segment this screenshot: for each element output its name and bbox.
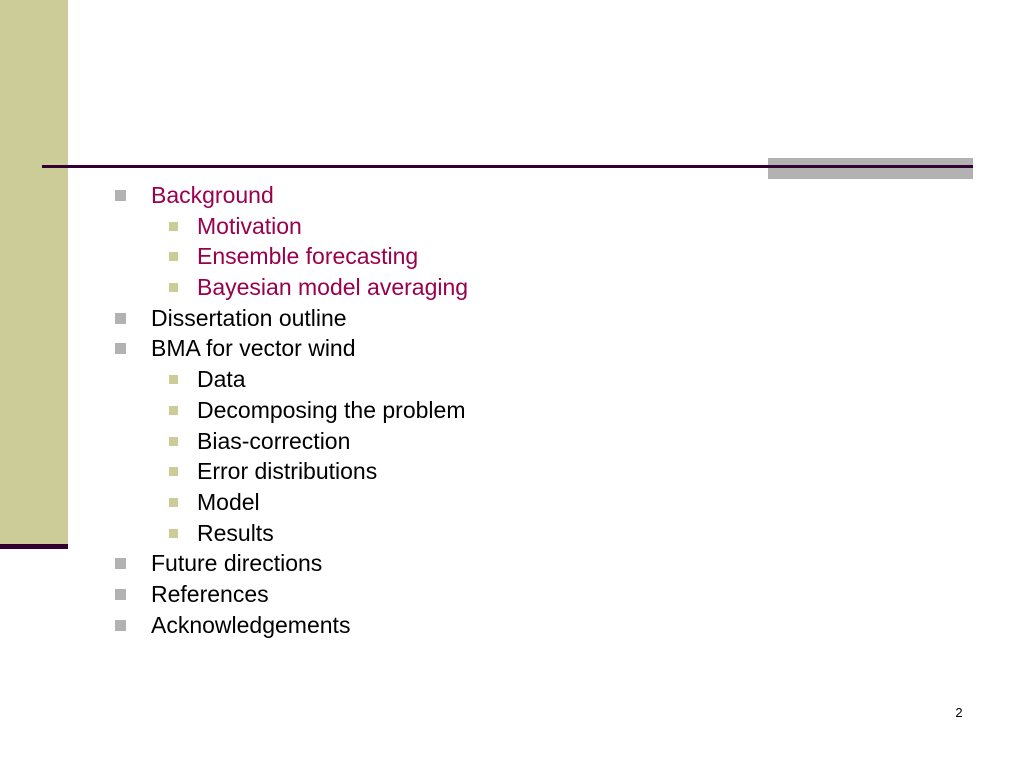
square-bullet-icon xyxy=(115,190,126,201)
outline-item-label: Ensemble forecasting xyxy=(197,243,419,270)
outline-item-label: Bias-correction xyxy=(197,427,351,454)
outline-item-acknowledgements xyxy=(113,610,468,641)
outline-item-label: Data xyxy=(197,366,246,393)
square-bullet-icon xyxy=(169,467,178,476)
outline-subitem-data xyxy=(113,364,468,395)
outline-item-future-directions xyxy=(113,548,468,579)
outline-subitem-ensemble-forecasting xyxy=(113,241,468,272)
outline-item-bma-vector-wind xyxy=(113,333,468,364)
square-bullet-icon xyxy=(169,375,178,384)
square-bullet-icon xyxy=(115,620,126,631)
square-bullet-icon xyxy=(169,222,178,231)
left-accent-bar xyxy=(0,0,68,546)
outline-item-label: References xyxy=(151,580,269,607)
outline-subitem-decomposing-problem xyxy=(113,395,468,426)
left-bar-underline xyxy=(0,544,68,549)
outline-subitem-results xyxy=(113,518,468,549)
square-bullet-icon xyxy=(169,283,178,292)
outline-subitem-model xyxy=(113,487,468,518)
outline-item-label: Decomposing the problem xyxy=(197,396,466,423)
title-grey-block xyxy=(768,158,973,179)
square-bullet-icon xyxy=(169,437,178,446)
square-bullet-icon xyxy=(115,558,126,569)
outline-item-label: Results xyxy=(197,519,274,546)
outline-item-label: Motivation xyxy=(197,212,302,239)
outline-item-label: Bayesian model averaging xyxy=(197,274,469,301)
square-bullet-icon xyxy=(115,589,126,600)
square-bullet-icon xyxy=(169,498,178,507)
page-number: 2 xyxy=(955,705,963,720)
outline-subitem-motivation xyxy=(113,211,468,242)
outline-item-background xyxy=(113,180,468,211)
outline-item-label: BMA for vector wind xyxy=(151,335,356,362)
outline-list xyxy=(113,180,468,640)
outline-item-label: Dissertation outline xyxy=(151,304,347,331)
outline-item-label: Acknowledgements xyxy=(151,611,351,638)
title-rule-overlay xyxy=(768,165,973,168)
square-bullet-icon xyxy=(169,406,178,415)
outline-item-label: Model xyxy=(197,488,260,515)
outline-item-label: Future directions xyxy=(151,550,323,577)
outline-item-references xyxy=(113,579,468,610)
square-bullet-icon xyxy=(115,343,126,354)
outline-subitem-error-distributions xyxy=(113,456,468,487)
square-bullet-icon xyxy=(169,252,178,261)
outline-subitem-bias-correction xyxy=(113,426,468,457)
square-bullet-icon xyxy=(115,313,126,324)
outline-item-label: Background xyxy=(151,182,274,208)
outline-item-label: Error distributions xyxy=(197,458,378,485)
outline-item-dissertation-outline xyxy=(113,303,468,334)
square-bullet-icon xyxy=(169,529,178,538)
outline-subitem-bayesian-model-averaging xyxy=(113,272,468,303)
